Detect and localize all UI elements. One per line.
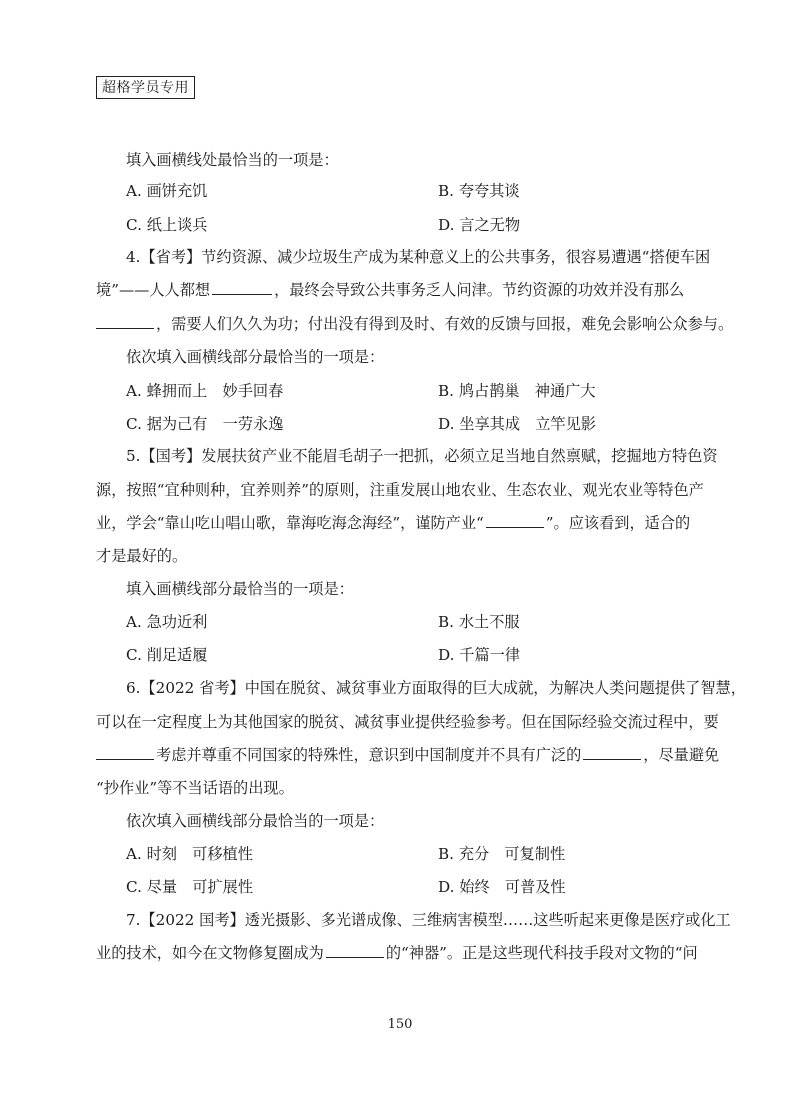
q4-stem-line1: 4.【省考】节约资源、减少垃圾生产成为某种意义上的公共事务，很容易遭遇“搭便车困 <box>126 248 711 266</box>
q7-stem-line2-a: 业的技术，如今在文物修复圈成为 <box>96 944 324 962</box>
q5-prompt: 填入画横线部分最恰当的一项是： <box>126 580 354 598</box>
q4-prompt: 依次填入画横线部分最恰当的一项是： <box>126 348 385 366</box>
q3-option-a: A. 画饼充饥 <box>126 182 208 200</box>
q6-stem-line3 <box>96 744 720 766</box>
q7-blank-1 <box>326 942 384 958</box>
page-number: 150 <box>387 1017 413 1032</box>
q5-option-a: A. 急功近利 <box>126 613 208 631</box>
q6-stem-line4: “抄作业”等不当话语的出现。 <box>96 779 294 797</box>
q3-option-c: C. 纸上谈兵 <box>126 216 208 234</box>
q5-option-d: D. 千篇一律 <box>438 646 521 664</box>
q4-stem-line3 <box>96 313 734 335</box>
q5-stem-line2: 源，按照“宜种则种，宜养则养”的原则，注重发展山地农业、生态农业、观光农业等特色产 <box>96 481 704 499</box>
q6-blank-1 <box>96 744 154 760</box>
q4-option-b: B. 鸠占鹊巢 神通广大 <box>438 382 596 400</box>
q4-option-c: C. 据为己有 一劳永逸 <box>126 415 284 433</box>
q6-stem-line3-a: 考虑并尊重不同国家的特殊性，意识到中国制度并不具有广泛的 <box>156 746 582 764</box>
q4-blank-1 <box>212 279 272 295</box>
q4-stem-line2-a: 境”——人人都想 <box>96 281 211 299</box>
q5-stem-line3-a: 业，学会“靠山吃山唱山歌，靠海吃海念海经”，谨防产业“ <box>96 514 484 532</box>
q4-option-d: D. 坐享其成 立竿见影 <box>438 415 596 433</box>
q3-option-b: B. 夸夸其谈 <box>438 182 520 200</box>
q5-stem-line3-b: ”。应该看到，适合的 <box>545 514 691 532</box>
q5-stem-line4: 才是最好的。 <box>96 547 188 565</box>
q7-stem-line1: 7.【2022 国考】透光摄影、多光谱成像、三维病害模型……这些听起来更像是医疗或化工 <box>126 911 731 929</box>
q7-stem-line2-b: 的“神器”。正是这些现代科技手段对文物的“问 <box>385 944 698 962</box>
q5-blank-1 <box>486 512 544 528</box>
q7-stem-line2 <box>96 942 706 964</box>
q4-option-a: A. 蜂拥而上 妙手回春 <box>126 382 284 400</box>
q5-stem-line3 <box>96 512 706 534</box>
q4-blank-2 <box>96 313 154 329</box>
q3-prompt: 填入画横线处最恰当的一项是： <box>126 151 339 169</box>
q6-prompt: 依次填入画横线部分最恰当的一项是： <box>126 812 385 830</box>
q6-option-b: B. 充分 可复制性 <box>438 845 566 863</box>
q4-stem-line2-b: ，最终会导致公共事务乏人问津。节约资源的功效并没有那么 <box>274 281 685 299</box>
q4-stem-line3-b: ，需要人们久久为功；付出没有得到及时、有效的反馈与回报，难免会影响公众参与。 <box>156 315 734 333</box>
q5-stem-line1: 5.【国考】发展扶贫产业不能眉毛胡子一把抓，必须立足当地自然禀赋，挖掘地方特色资 <box>126 447 718 465</box>
q5-option-c: C. 削足适履 <box>126 646 208 664</box>
q3-option-d: D. 言之无物 <box>438 216 521 234</box>
q6-option-d: D. 始终 可普及性 <box>438 878 566 896</box>
q4-stem-line2 <box>96 279 706 301</box>
student-only-badge: 超格学员专用 <box>96 76 195 99</box>
q6-option-a: A. 时刻 可移植性 <box>126 845 253 863</box>
q5-option-b: B. 水土不服 <box>438 613 520 631</box>
q6-blank-2 <box>583 744 641 760</box>
q6-stem-line1: 6.【2022 省考】中国在脱贫、减贫事业方面取得的巨大成就，为解决人类问题提供了智慧， <box>126 679 746 697</box>
q6-option-c: C. 尽量 可扩展性 <box>126 878 254 896</box>
q6-stem-line3-b: ，尽量避免 <box>643 746 720 764</box>
q6-stem-line2: 可以在一定程度上为其他国家的脱贫、减贫事业提供经验参考。但在国际经验交流过程中，要 <box>96 713 719 731</box>
